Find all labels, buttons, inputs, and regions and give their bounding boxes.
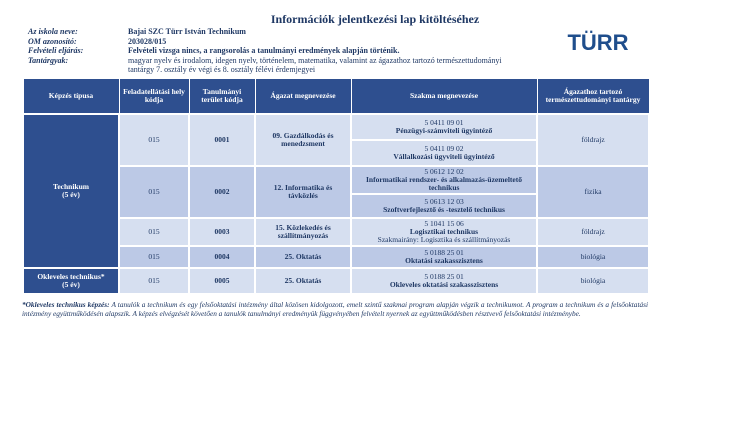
- kod-cell: 0001: [189, 114, 255, 166]
- agazat-cell: 12. Informatika és távközlés: [255, 166, 351, 218]
- training-type-label: Okleveles technikus*: [37, 272, 105, 281]
- page-title: Információk jelentkezési lap kitöltéséhez: [270, 12, 480, 26]
- table-header-row: [23, 79, 649, 115]
- school-info: [28, 27, 518, 75]
- szakma-name: Logisztikai technikus: [409, 227, 479, 236]
- agazat-cell: 15. Közlekedés és szállítmányozás: [255, 218, 351, 246]
- info-row-school-name: [28, 27, 518, 37]
- szakma-code: 5 0613 12 03: [424, 197, 464, 206]
- szakma-name: Okleveles oktatási szakasszisztens: [389, 280, 499, 289]
- header-cell: Képzés típusa: [23, 79, 119, 115]
- footnote: [22, 300, 648, 318]
- info-value: Felvételi vizsga nincs, a rangsorolás a tanulmányi eredmények alapján történik.: [128, 46, 400, 55]
- tantargy-cell: földrajz: [537, 114, 649, 166]
- footnote-text: A tanulók a technikum és egy felsőoktatási intézmény által közösen kidolgozott, emelt szintű szakmai program alapján végzik a technikumot. A program a technikum és a felsőoktatási intézmény együttműködésén alapszik. A képzés elvégzését követően a tanulók tanulmányi eredményük függvényében felvételt nyernek az együttműködésben résztvevő felsőoktatási intézménybe.: [22, 300, 648, 318]
- szakma-cell: [351, 140, 537, 166]
- training-type-label: Technikum: [53, 182, 89, 191]
- hely-cell: 015: [119, 166, 189, 218]
- info-label: Tantárgyak:: [28, 55, 69, 65]
- table-row: [23, 114, 649, 140]
- hely-cell: 015: [119, 268, 189, 294]
- table-row: [23, 268, 649, 294]
- logo-text: TÜRR: [567, 30, 629, 52]
- info-row-procedure: [28, 46, 518, 56]
- kod-cell: 0005: [189, 268, 255, 294]
- agazat-cell: 25. Oktatás: [255, 246, 351, 268]
- tantargy-cell: fizika: [537, 166, 649, 218]
- training-type-duration: (5 év): [62, 280, 80, 289]
- kod-cell: 0003: [189, 218, 255, 246]
- szakma-extra: Szakmairány: Logisztika és szállítmányozás: [377, 235, 511, 244]
- szakma-name: Vállalkozási ügyviteli ügyintéző: [393, 152, 495, 161]
- szakma-code: 5 0411 09 02: [424, 144, 464, 153]
- kod-cell: 0004: [189, 246, 255, 268]
- header-cell: Szakma megnevezése: [351, 79, 537, 115]
- szakma-name: Szoftverfejlesztő és -tesztelő technikus: [383, 205, 505, 214]
- szakma-name: Oktatási szakasszisztens: [405, 256, 483, 265]
- tantargy-cell: földrajz: [537, 218, 649, 246]
- info-label: Az iskola neve:: [28, 27, 78, 36]
- training-type-okleveles: [23, 268, 119, 294]
- szakma-cell: [351, 194, 537, 218]
- szakma-cell: [351, 166, 537, 194]
- header-cell: Feladatellátási hely kódja: [119, 79, 189, 115]
- szakma-name: Pénzügyi-számviteli ügyintéző: [395, 126, 493, 135]
- training-type-technikum: [23, 114, 119, 268]
- training-type-duration: (5 év): [62, 190, 80, 199]
- kod-cell: 0002: [189, 166, 255, 218]
- school-logo: [562, 30, 634, 52]
- info-row-subjects: [28, 56, 518, 75]
- info-value: 203028/015: [128, 36, 167, 46]
- szakma-code: 5 0188 25 01: [424, 272, 464, 281]
- info-value: magyar nyelv és irodalom, idegen nyelv, történelem, matematika, valamint az ágazathoz tartozó természettudományi tantárgy 7. osztály év végi és 8. osztály félévi érdemjegyei: [128, 55, 502, 74]
- info-label: OM azonosító:: [28, 36, 77, 46]
- szakma-name: Informatikai rendszer- és alkalmazás-üzemeltető technikus: [365, 175, 522, 192]
- tantargy-cell: biológia: [537, 268, 649, 294]
- szakma-cell: [351, 218, 537, 246]
- hely-cell: 015: [119, 246, 189, 268]
- szakma-cell: [351, 268, 537, 294]
- programs-table: [22, 78, 650, 295]
- info-label: Felvételi eljárás:: [28, 46, 84, 55]
- info-value: Bajai SZC Türr István Technikum: [128, 27, 246, 36]
- header-cell: Ágazathoz tartozó természettudományi tantárgy: [537, 79, 649, 115]
- agazat-cell: 09. Gazdálkodás és menedzsment: [255, 114, 351, 166]
- header-cell: Ágazat megnevezése: [255, 79, 351, 115]
- szakma-code: 5 1041 15 06: [424, 219, 464, 228]
- tantargy-cell: biológia: [537, 246, 649, 268]
- szakma-code: 5 0411 09 01: [424, 118, 464, 127]
- szakma-cell: [351, 246, 537, 268]
- szakma-cell: [351, 114, 537, 140]
- szakma-code: 5 0188 25 01: [424, 248, 464, 257]
- header-cell: Tanulmányi terület kódja: [189, 79, 255, 115]
- footnote-lead: *Okleveles technikus képzés:: [22, 300, 110, 309]
- szakma-code: 5 0612 12 02: [424, 167, 464, 176]
- info-row-om: [28, 37, 518, 47]
- hely-cell: 015: [119, 114, 189, 166]
- agazat-cell: 25. Oktatás: [255, 268, 351, 294]
- hely-cell: 015: [119, 218, 189, 246]
